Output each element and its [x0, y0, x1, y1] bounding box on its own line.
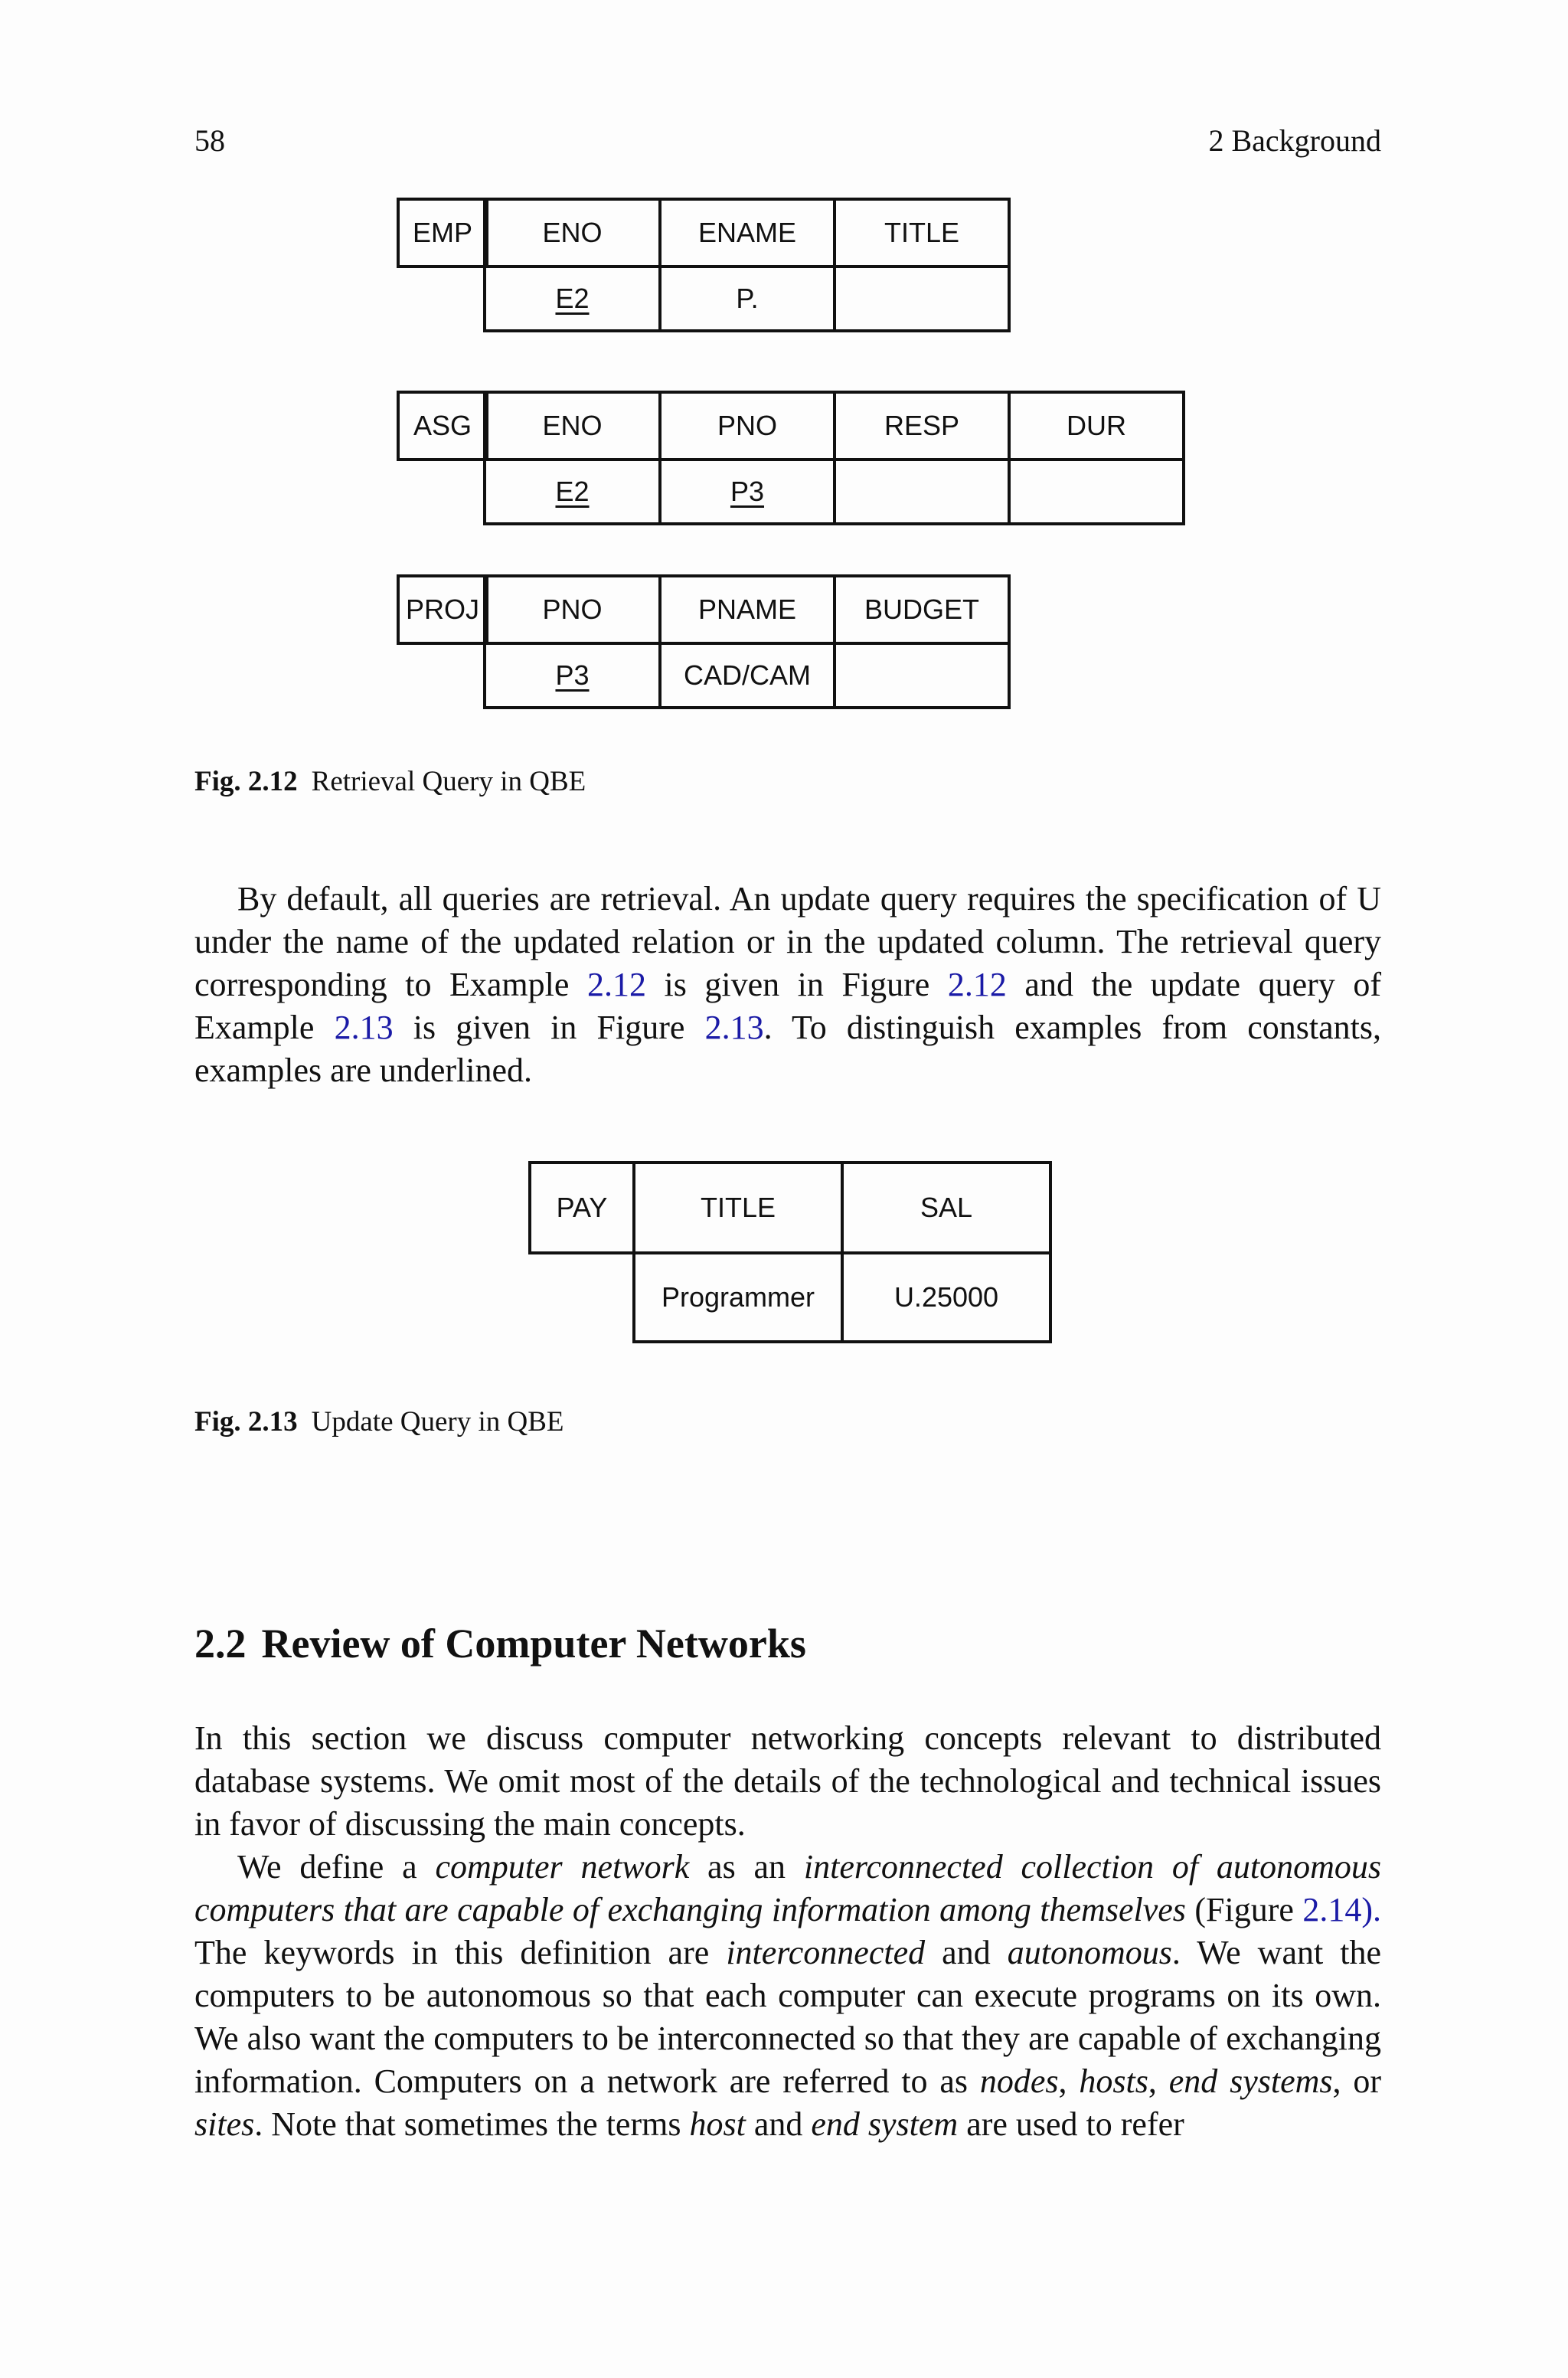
figure-caption-2-12	[194, 764, 586, 800]
figure-label: Fig. 2.12	[194, 766, 298, 797]
column-header-eno: ENO	[483, 391, 662, 461]
relation-name-proj: PROJ	[397, 574, 488, 645]
example-reference-link[interactable]: 2.12	[586, 966, 646, 1003]
qbe-cell-pno	[658, 458, 836, 525]
update-command: U.25000	[893, 1281, 999, 1313]
text-run: are used to refer	[958, 2105, 1184, 2143]
constant-value: CAD/CAM	[683, 659, 811, 691]
figure-reference-link[interactable]: 2.12	[947, 966, 1007, 1003]
section-number: 2.2	[194, 1621, 247, 1667]
relation-name-asg: ASG	[397, 391, 488, 461]
figure-caption-text: Update Query in QBE	[311, 1406, 564, 1438]
emphasis: interconnected	[726, 1934, 926, 1971]
relation-name-pay: PAY	[528, 1161, 635, 1254]
text-run: . Note that sometimes the terms	[254, 2105, 690, 2143]
emphasis: end system	[811, 2105, 959, 2143]
print-command: P.	[736, 283, 759, 314]
text-run: (Figure	[1185, 1891, 1303, 1928]
body-paragraph	[194, 878, 1381, 1092]
qbe-cell-pname	[658, 642, 836, 709]
figure-label: Fig. 2.13	[194, 1406, 298, 1438]
column-header-pno: PNO	[483, 574, 662, 645]
emphasis: host	[689, 2105, 746, 2143]
figure-caption-2-13	[194, 1405, 564, 1440]
text-run: . We want the computers to be autonomous so that each computer can execute programs on its own. We also want the computers to be interconnected so that they are capable of exchanging information. Computers on a network are referred to as	[194, 1934, 1381, 2100]
qbe-cell-pno	[483, 642, 662, 709]
section-title: Review of Computer Networks	[261, 1621, 806, 1667]
emphasis: end systems	[1168, 2062, 1333, 2100]
emphasis: nodes	[979, 2062, 1059, 2100]
text-run: is given in Figure	[393, 1009, 705, 1046]
example-reference-link[interactable]: 2.13	[334, 1009, 394, 1046]
qbe-cell-eno	[483, 458, 662, 525]
emphasis: autonomous	[1007, 1934, 1172, 1971]
text-run: . To distinguish examples from constants, examples are underlined.	[194, 1009, 1382, 1089]
qbe-cell-budget	[833, 642, 1011, 709]
figure-reference-link[interactable]: 2.13	[704, 1009, 764, 1046]
body-paragraph: In this section we discuss computer networking concepts relevant to distributed database systems. We omit most of the details of the technological and technical issues in favor of discussing the main concepts.	[194, 1719, 1381, 1843]
column-header-dur: DUR	[1008, 391, 1185, 461]
relation-name-emp: EMP	[397, 198, 488, 268]
qbe-cell-title	[833, 265, 1011, 332]
column-header-pno: PNO	[658, 391, 836, 461]
emphasis: sites	[194, 2105, 255, 2143]
text-run: By default, all queries are retrieval. An update query requires the specification of U under the name of the updated relation or in the updated column. The retrieval query corresponding to Example	[194, 880, 1381, 1003]
text-run: The keywords in this definition are	[194, 1934, 727, 1971]
text-run: is given in Figure	[645, 966, 948, 1003]
text-run: and	[925, 1934, 1008, 1971]
column-header-title: TITLE	[632, 1161, 844, 1254]
text-run: We define a	[237, 1848, 436, 1886]
column-header-eno: ENO	[483, 198, 662, 268]
column-header-sal: SAL	[841, 1161, 1052, 1254]
emphasis: hosts	[1079, 2062, 1148, 2100]
example-element: E2	[555, 283, 590, 314]
text-run: ,	[1058, 2062, 1080, 2100]
column-header-title: TITLE	[833, 198, 1011, 268]
text-run: , or	[1332, 2062, 1381, 2100]
constant-value: Programmer	[661, 1281, 815, 1313]
emphasis: interconnected collection of autonomous computers that are capable of exchanging information among themselves	[194, 1848, 1382, 1928]
qbe-cell-eno	[483, 265, 662, 332]
example-element: P3	[730, 476, 765, 507]
page-number: 58	[194, 123, 225, 158]
qbe-cell-dur	[1008, 458, 1185, 525]
emphasis: computer network	[435, 1848, 690, 1886]
figure-caption-text: Retrieval Query in QBE	[311, 766, 586, 797]
text-run: and the update query of Example	[194, 966, 1381, 1046]
column-header-pname: PNAME	[658, 574, 836, 645]
running-head: 2 Background	[1208, 123, 1381, 158]
text-run: ,	[1148, 2062, 1169, 2100]
example-element: P3	[555, 659, 590, 691]
qbe-cell-ename	[658, 265, 836, 332]
column-header-ename: ENAME	[658, 198, 836, 268]
example-element: E2	[555, 476, 590, 507]
qbe-cell-title	[632, 1251, 844, 1343]
body-paragraph	[194, 1846, 1381, 2146]
section-heading	[194, 1619, 806, 1668]
qbe-cell-resp	[833, 458, 1011, 525]
qbe-cell-sal	[841, 1251, 1052, 1343]
column-header-budget: BUDGET	[833, 574, 1011, 645]
text-run: as an	[689, 1848, 804, 1886]
column-header-resp: RESP	[833, 391, 1011, 461]
figure-reference-link[interactable]: 2.14).	[1302, 1891, 1382, 1928]
text-run: and	[745, 2105, 812, 2143]
